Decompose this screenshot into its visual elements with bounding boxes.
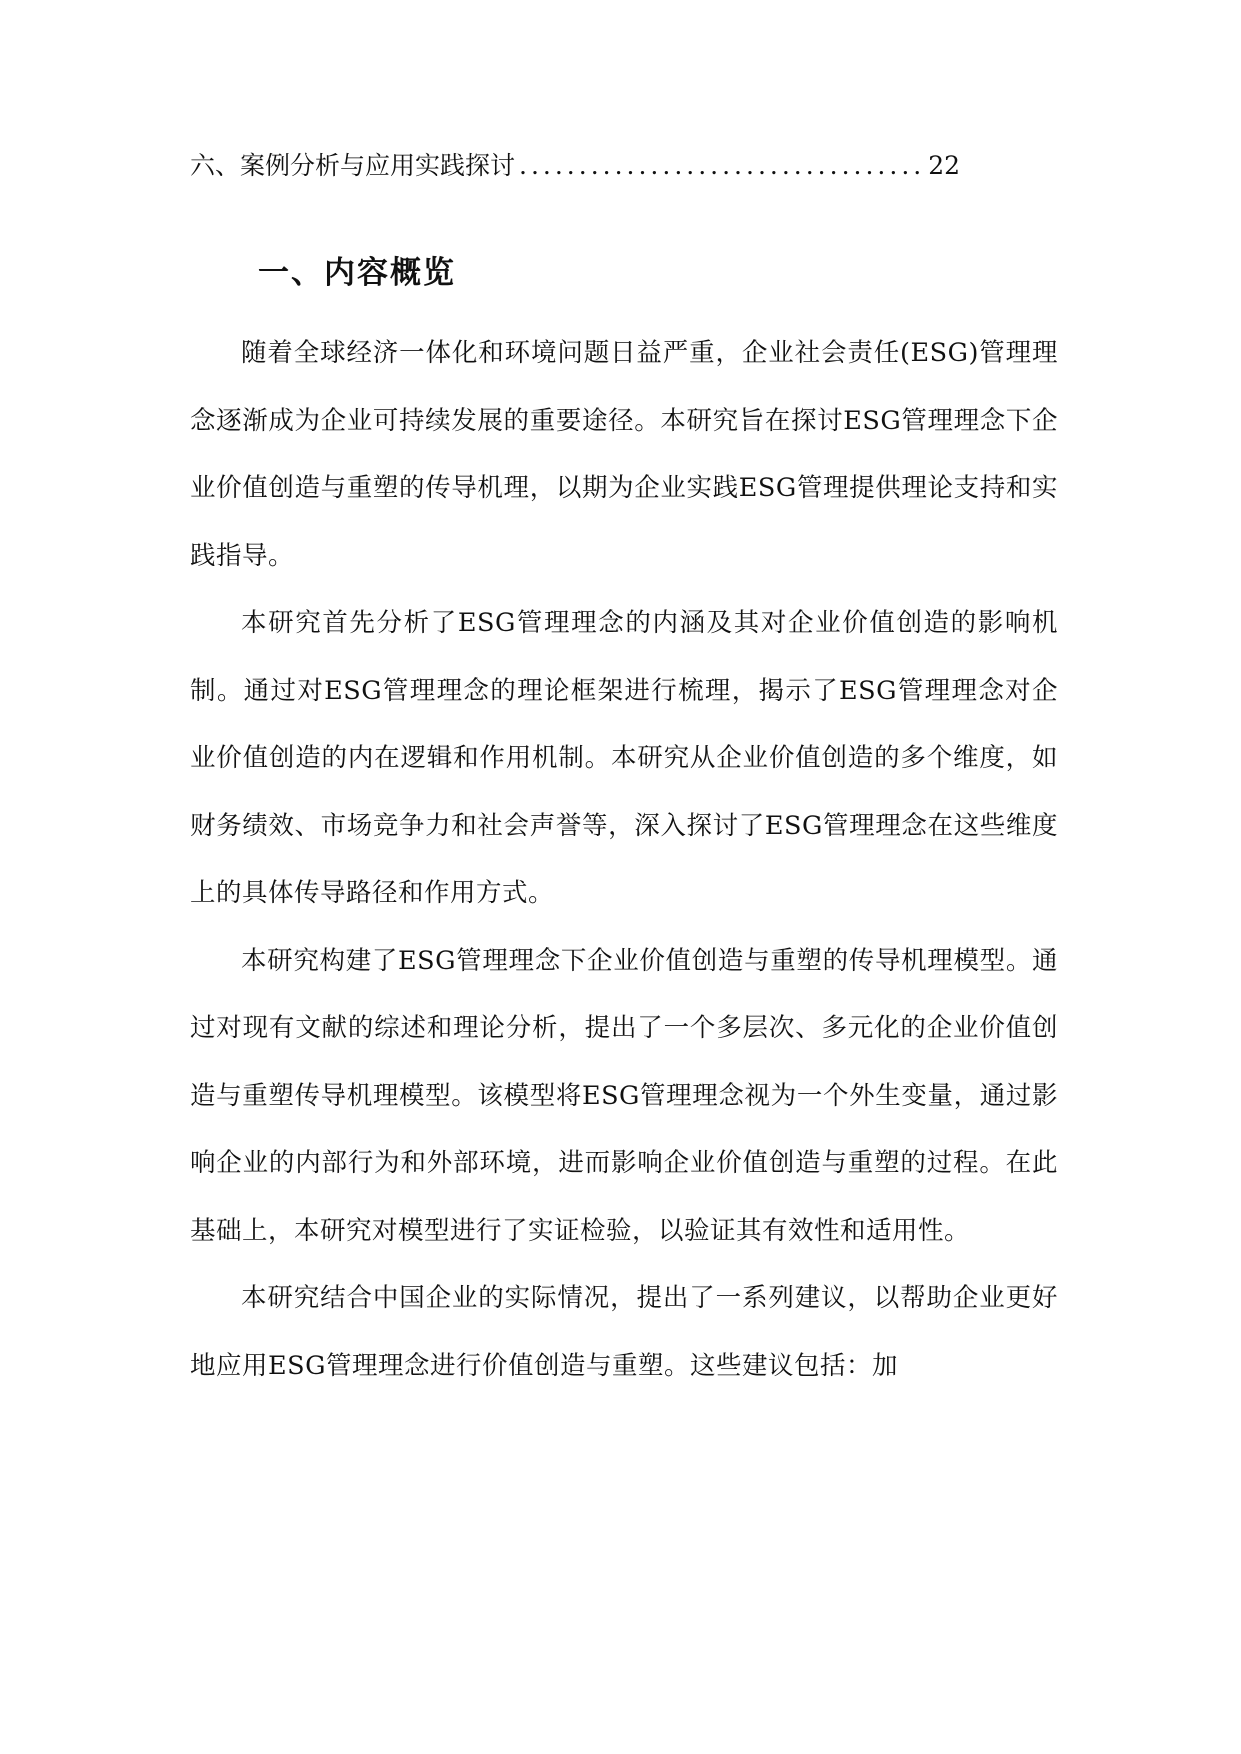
- toc-entry-title: 六、案例分析与应用实践探讨: [190, 151, 516, 180]
- paragraph: 随着全球经济一体化和环境问题日益严重，企业社会责任(ESG)管理理念逐渐成为企业可持续发展的重要途径。本研究旨在探讨ESG管理理念下企业价值创造与重塑的传导机理，以期为企业实践ESG管理提供理论支持和实践指导。: [190, 338, 1058, 571]
- paragraph: 本研究结合中国企业的实际情况，提出了一系列建议，以帮助企业更好地应用ESG管理理念进行价值创造与重塑。这些建议包括：加: [190, 1283, 1058, 1381]
- section-heading: 一、内容概览: [258, 255, 456, 291]
- section-body: [190, 320, 1058, 1400]
- toc-entry[interactable]: [190, 148, 960, 184]
- paragraph: 本研究构建了ESG管理理念下企业价值创造与重塑的传导机理模型。通过对现有文献的综述和理论分析，提出了一个多层次、多元化的企业价值创造与重塑传导机理模型。该模型将ESG管理理念视为一个外生变量，通过影响企业的内部行为和外部环境，进而影响企业价值创造与重塑的过程。在此基础上，本研究对模型进行了实证检验，以验证其有效性和适用性。: [190, 945, 1058, 1246]
- toc-leader-dots: [519, 148, 924, 184]
- paragraph: 本研究首先分析了ESG管理理念的内涵及其对企业价值创造的影响机制。通过对ESG管理理念的理论框架进行梳理，揭示了ESG管理理念对企业价值创造的内在逻辑和作用机制。本研究从企业价值创造的多个维度，如财务绩效、市场竞争力和社会声誉等，深入探讨了ESG管理理念在这些维度上的具体传导路径和作用方式。: [190, 608, 1058, 908]
- toc-entry-page-number: 22: [928, 151, 960, 180]
